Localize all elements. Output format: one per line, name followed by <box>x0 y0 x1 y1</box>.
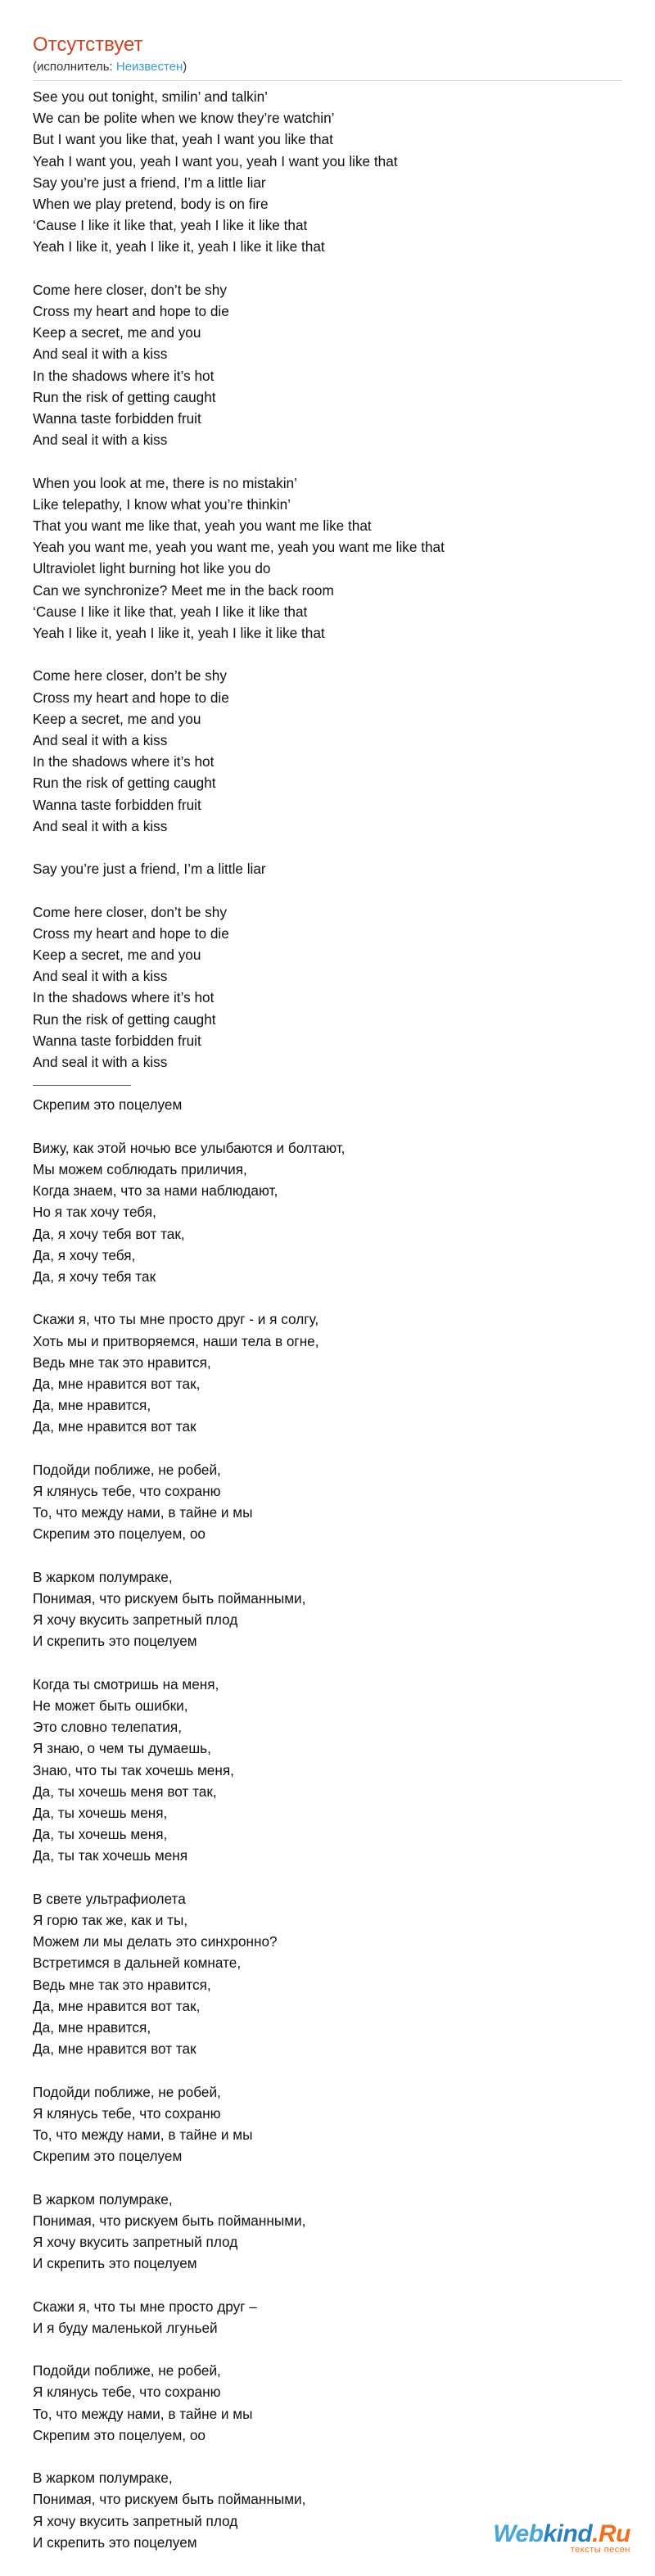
lyric-line: Run the risk of getting caught <box>33 388 216 405</box>
lyric-line: And seal it with a kiss <box>33 817 168 834</box>
lyric-line: Ведь мне так это нравится, <box>33 1976 211 1993</box>
lyric-line: В жарком полумраке, <box>33 2190 173 2208</box>
lyric-line: But I want you like that, yeah I want you like that <box>33 131 333 148</box>
lyric-line: Cross my heart and hope to die <box>33 303 229 320</box>
lyrics-stanza <box>33 2296 622 2339</box>
lyric-line: And seal it with a kiss <box>33 1054 168 1071</box>
lyric-line: In the shadows where it’s hot <box>33 753 215 771</box>
lyric-line: Понимая, что рискуем быть пойманными, <box>33 2212 306 2229</box>
lyric-line: Да, ты так хочешь меня <box>33 1847 188 1864</box>
lyric-line: Да, мне нравится вот так, <box>33 1997 201 2014</box>
lyric-line: Can we synchronize? Meet me in the back room <box>33 581 334 599</box>
lyric-line: Я клянусь тебе, что сохраню <box>33 2104 221 2122</box>
lyric-line: Say you’re just a friend, I’m a little liar <box>33 861 266 878</box>
lyrics-stanza <box>33 1888 622 2060</box>
lyric-line: Подойди поближе, не робей, <box>33 2083 221 2100</box>
lyric-line: Можем ли мы делать это синхронно? <box>33 1933 278 1950</box>
lyric-line: В жарком полумраке, <box>33 1568 173 1585</box>
lyric-line: И скрепить это поцелуем <box>33 2533 197 2551</box>
lyric-line: Да, ты хочешь меня, <box>33 1826 168 1843</box>
lyric-line: See you out tonight, smilin’ and talkin’ <box>33 88 268 105</box>
lyric-line: То, что между нами, в тайне и мы <box>33 2405 253 2422</box>
lyric-line: Да, ты хочешь меня, <box>33 1805 168 1822</box>
lyric-line: Ведь мне так это нравится, <box>33 1354 211 1371</box>
lyric-line: Подойди поближе, не робей, <box>33 1461 221 1478</box>
lyric-line: Скрепим это поцелуем <box>33 2148 183 2165</box>
lyrics-stanza <box>33 2189 622 2275</box>
translation-title-text: Скрепим это поцелуем <box>33 1096 183 1114</box>
song-title: Отсутствует <box>33 34 143 56</box>
lyrics-stanza <box>33 279 622 451</box>
lyric-line: Yeah I want you, yeah I want you, yeah I want you like that <box>33 152 398 169</box>
lyric-line: То, что между нами, в тайне и мы <box>33 2126 253 2144</box>
logo-kind: kind <box>543 2520 593 2547</box>
lyric-line: И скрепить это поцелуем <box>33 1633 197 1650</box>
lyric-line: And seal it with a kiss <box>33 732 168 749</box>
lyric-line: Run the risk of getting caught <box>33 775 216 792</box>
lyrics-stanza <box>33 902 622 1073</box>
artist-suffix: ) <box>183 60 187 74</box>
lyric-line: Да, я хочу тебя так <box>33 1268 156 1286</box>
logo-wordmark <box>493 2520 630 2548</box>
lyric-line: И скрепить это поцелуем <box>33 2255 197 2272</box>
lyric-line: When we play pretend, body is on fire <box>33 196 269 213</box>
lyric-line: Хоть мы и притворяемся, наши тела в огне, <box>33 1332 319 1349</box>
lyric-line: Keep a secret, me and you <box>33 947 201 964</box>
site-logo[interactable] <box>493 2520 630 2555</box>
lyric-line: ‘Cause I like it like that, yeah I like it like that <box>33 217 308 234</box>
lyric-line: Да, мне нравится вот так, <box>33 1376 201 1393</box>
lyric-line: Знаю, что ты так хочешь меня, <box>33 1761 234 1778</box>
artist-link[interactable]: Неизвестен <box>115 60 183 74</box>
lyric-line: Yeah you want me, yeah you want me, yeah you want me like that <box>33 539 445 556</box>
lyric-line: Say you’re just a friend, I’m a little liar <box>33 174 266 191</box>
lyric-line: Я хочу вкусить запретный плод <box>33 2234 238 2251</box>
lyric-line: И я буду маленькой лгуньей <box>33 2319 218 2336</box>
lyric-line: Скрепим это поцелуем, оо <box>33 1525 206 1543</box>
lyric-line: Come here closer, don’t be shy <box>33 281 227 298</box>
lyric-line: Скрепим это поцелуем, оо <box>33 2426 206 2443</box>
lyric-line: В жарком полумраке, <box>33 2470 173 2487</box>
lyric-line: Like telepathy, I know what you’re thinkin’ <box>33 495 291 513</box>
logo-ru: Ru <box>599 2520 630 2547</box>
lyric-line: When you look at me, there is no mistakin’ <box>33 474 297 491</box>
lyric-line: In the shadows where it’s hot <box>33 989 215 1006</box>
lyric-line: Ultraviolet light burning hot like you do <box>33 560 271 577</box>
lyric-line: Да, мне нравится, <box>33 1397 151 1414</box>
lyric-line: Yeah I like it, yeah I like it, yeah I like it like that <box>33 625 325 642</box>
lyrics-stanza <box>33 1459 622 1545</box>
lyric-line: Keep a secret, me and you <box>33 324 201 341</box>
lyric-line: Подойди поближе, не робей, <box>33 2362 221 2379</box>
lyric-line: Я горю так же, как и ты, <box>33 1912 188 1929</box>
lyric-line: Я хочу вкусить запретный плод <box>33 2512 238 2529</box>
artist-line <box>33 59 622 75</box>
lyric-line: Я хочу вкусить запретный плод <box>33 1611 238 1629</box>
lyric-line: То, что между нами, в тайне и мы <box>33 1504 253 1521</box>
lyric-line: Я клянусь тебе, что сохраню <box>33 1483 221 1500</box>
song-header <box>33 33 622 81</box>
lyric-line: Cross my heart and hope to die <box>33 689 229 706</box>
lyrics-body <box>33 86 622 2574</box>
lyrics-stanza <box>33 2360 622 2446</box>
lyric-line: Wanna taste forbidden fruit <box>33 1032 201 1049</box>
lyrics-stanza <box>33 1674 622 1867</box>
lyric-line: That you want me like that, yeah you want me like that <box>33 517 372 535</box>
lyric-line: В свете ультрафиолета <box>33 1890 186 1907</box>
lyric-line: Не может быть ошибки, <box>33 1697 188 1715</box>
lyric-line: Да, мне нравится вот так <box>33 2040 196 2058</box>
lyric-line: Да, ты хочешь меня вот так, <box>33 1783 217 1800</box>
logo-web: Web <box>493 2520 544 2547</box>
lyric-line: Да, я хочу тебя вот так, <box>33 1225 185 1242</box>
lyric-line: And seal it with a kiss <box>33 968 168 985</box>
lyric-line: We can be polite when we know they’re watchin’ <box>33 110 335 127</box>
lyric-line: Мы можем соблюдать приличия, <box>33 1161 247 1178</box>
lyric-line: Когда знаем, что за нами наблюдают, <box>33 1182 278 1200</box>
logo-tagline: тексты песен <box>570 2545 630 2555</box>
translation-separator <box>33 1085 131 1086</box>
logo-dot: . <box>592 2520 599 2547</box>
lyric-line: Keep a secret, me and you <box>33 710 201 727</box>
lyrics-stanza <box>33 1566 622 1652</box>
lyric-line: Я знаю, о чем ты думаешь, <box>33 1740 211 1757</box>
lyrics-stanza <box>33 86 622 258</box>
lyrics-stanza <box>33 665 622 837</box>
lyric-line: Но я так хочу тебя, <box>33 1204 156 1221</box>
lyric-line: Wanna taste forbidden fruit <box>33 796 201 813</box>
artist-prefix: (исполнитель: <box>33 60 116 74</box>
lyric-line: And seal it with a kiss <box>33 346 168 363</box>
lyric-line: Скажи я, что ты мне просто друг - и я солгу, <box>33 1311 319 1328</box>
lyric-line: Да, мне нравится, <box>33 2019 151 2036</box>
lyric-line: Я клянусь тебе, что сохраню <box>33 2384 221 2401</box>
lyric-line: Run the risk of getting caught <box>33 1010 216 1028</box>
lyric-line: Да, мне нравится вот так <box>33 1418 196 1435</box>
lyric-line: Yeah I like it, yeah I like it, yeah I like it like that <box>33 238 325 255</box>
lyric-line: Это словно телепатия, <box>33 1719 182 1736</box>
header-divider <box>33 80 622 81</box>
lyric-line: Вижу, как этой ночью все улыбаются и болтают, <box>33 1139 346 1156</box>
lyric-line: In the shadows where it’s hot <box>33 367 215 384</box>
lyrics-stanza <box>33 472 622 644</box>
lyric-line: Wanna taste forbidden fruit <box>33 410 201 427</box>
lyric-line: Понимая, что рискуем быть пойманными, <box>33 2491 306 2508</box>
lyric-line: Понимая, что рискуем быть пойманными, <box>33 1590 306 1607</box>
lyrics-stanza <box>33 1308 622 1437</box>
lyrics-stanza <box>33 858 622 879</box>
lyric-line: Cross my heart and hope to die <box>33 924 229 942</box>
lyric-line: Встретимся в дальней комнате, <box>33 1955 242 1972</box>
lyric-line: ‘Cause I like it like that, yeah I like it like that <box>33 603 308 620</box>
lyric-line: Come here closer, don’t be shy <box>33 903 227 920</box>
lyrics-stanza <box>33 2081 622 2167</box>
lyric-line: Когда ты смотришь на меня, <box>33 1675 219 1692</box>
lyric-line: Скажи я, что ты мне просто друг – <box>33 2298 257 2315</box>
lyrics-stanza <box>33 1137 622 1287</box>
translation-title <box>33 1094 622 1115</box>
lyric-line: Да, я хочу тебя, <box>33 1246 136 1263</box>
lyric-line: And seal it with a kiss <box>33 432 168 449</box>
lyric-line: Come here closer, don’t be shy <box>33 667 227 685</box>
